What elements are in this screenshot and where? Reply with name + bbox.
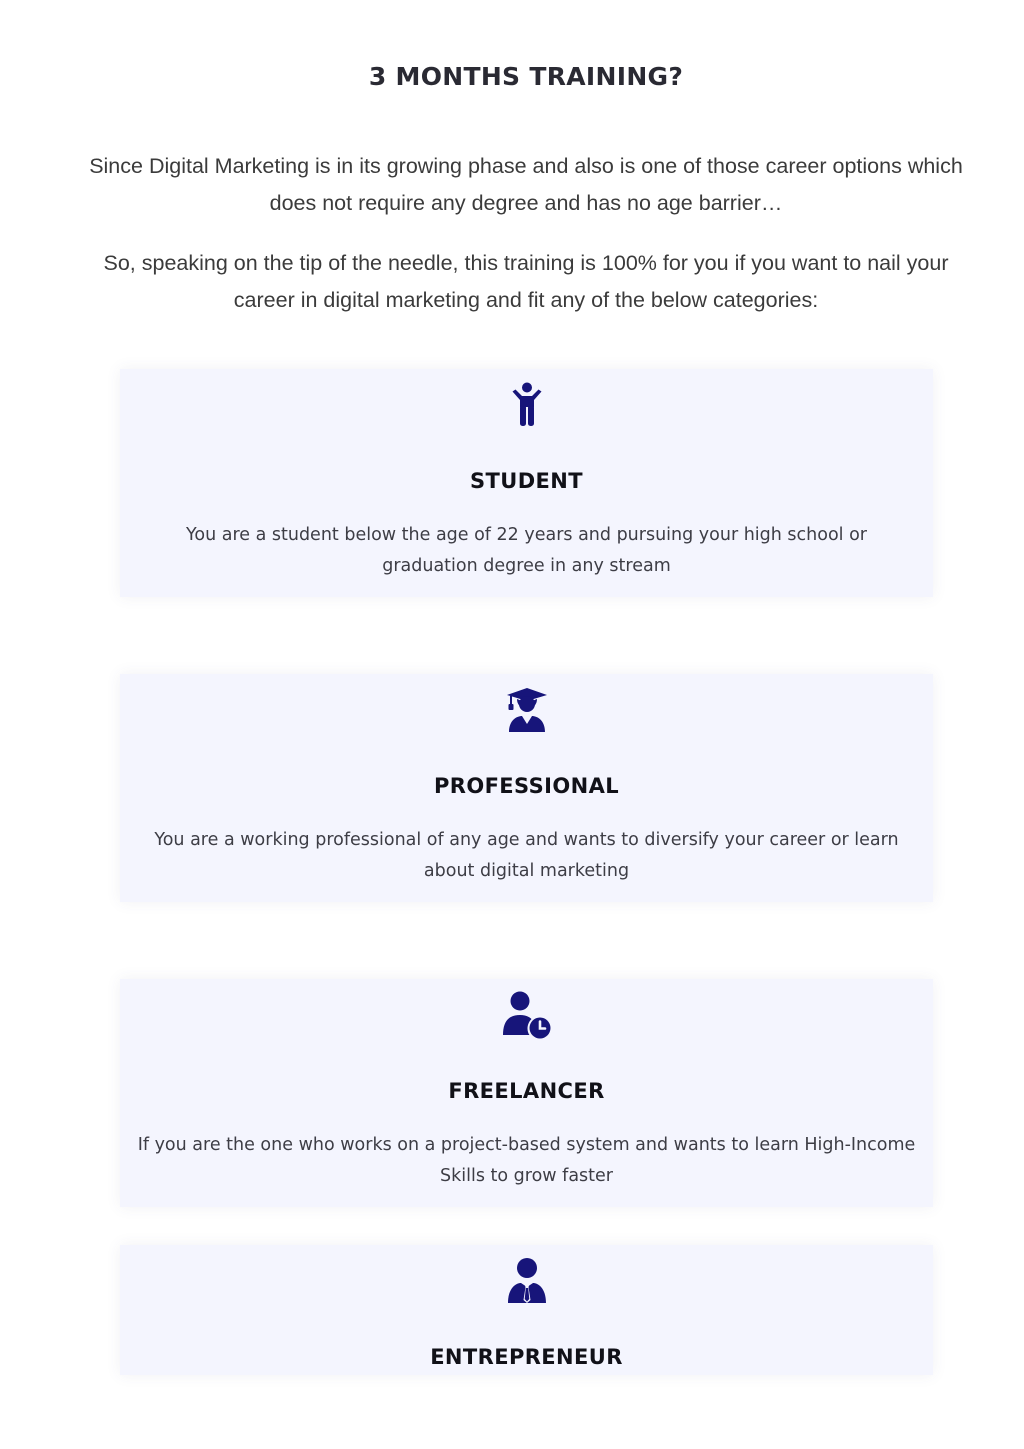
- intro-paragraph-1: Since Digital Marketing is in its growing phase and also is one of those career options which does not require any degree and has no age barrier…: [89, 154, 963, 215]
- intro-paragraph-2: So, speaking on the tip of the needle, this training is 100% for you if you want to nail your career in digital marketing and fit any of the below categories:: [103, 251, 949, 312]
- category-card-freelancer: [120, 979, 933, 1207]
- category-description: You are a student below the age of 22 years and pursuing your high school or graduation degree in any stream: [186, 525, 867, 576]
- category-card-entrepreneur: [120, 1245, 933, 1375]
- category-description: If you are the one who works on a project-based system and wants to learn High-Income Skills to grow faster: [137, 1135, 916, 1186]
- category-title: ENTREPRENEUR: [430, 1345, 623, 1369]
- graduate-icon: [503, 686, 551, 734]
- category-description: You are a working professional of any age and wants to diversify your career or learn about digital marketing: [154, 830, 899, 881]
- child-icon: [503, 381, 551, 429]
- category-title: FREELANCER: [448, 1079, 605, 1103]
- category-title: PROFESSIONAL: [433, 774, 620, 798]
- page-title: 3 MONTHS TRAINING?: [368, 62, 684, 91]
- category-card-student: [120, 369, 933, 597]
- user-tie-icon: [503, 1257, 551, 1305]
- user-clock-icon: [503, 991, 551, 1039]
- category-card-professional: [120, 674, 933, 902]
- category-title: STUDENT: [470, 469, 583, 493]
